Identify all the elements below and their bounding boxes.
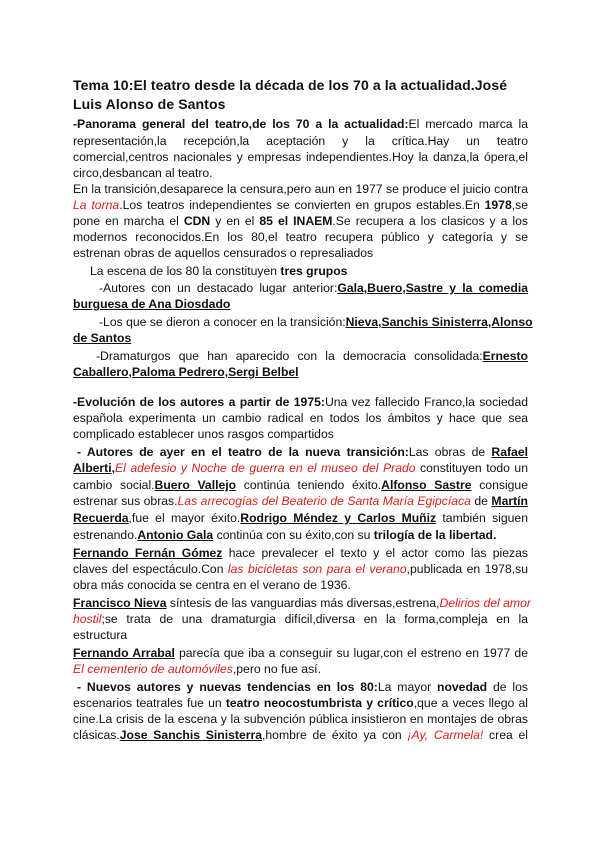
paragraph-line: pone en marcha el CDN y en el 85 el INAEM.Se recupera a los clasicos y a los — [73, 214, 529, 228]
paragraph-line: hostil;se trata de una dramaturgia difícil,diversa en la forma,compleja en la — [73, 612, 528, 626]
paragraph-line: estructura — [73, 628, 128, 642]
list-item: -Autores con un destacado lugar anterior:Gala,Buero,Sastre y la comedia — [99, 281, 529, 295]
author-names: Ernesto — [482, 349, 528, 363]
paragraph-line: Francisco Nieva síntesis de las vanguardias más diversas,estrena,Delirios del amor — [73, 596, 531, 610]
paragraph-line: comercial,centros nacionales y empresas independientes.Hoy la danza,la ópera,el — [73, 150, 528, 164]
subsection-heading: - Autores de ayer en el teatro de la nueva transición: — [77, 445, 409, 459]
author-names: Caballero,Paloma Pedrero,Sergi Belbel — [73, 365, 299, 379]
paragraph-line: cambio social.Buero Vallejo continúa teniendo éxito.Alfonso Sastre consigue — [73, 478, 528, 492]
paragraph-line: complicado establecer unos rasgos compartidos — [73, 427, 334, 441]
paragraph-line: En la transición,desaparece la censura,pero aun en 1977 se produce el juicio contra — [73, 182, 528, 196]
author-names: burguesa de Ana Diosdado — [73, 297, 231, 311]
paragraph-line: modernos reconocidos.En los 80,el teatro recupera público y categoría y se — [73, 230, 528, 244]
paragraph-line: La torna.Los teatros independientes se convierten en grupos estables.En 1978,se — [73, 198, 528, 212]
author-names: Gala,Buero,Sastre y la comedia — [337, 281, 529, 295]
work-title: Delirios del amor — [439, 596, 531, 610]
paragraph-line: estrenan obras de aquellos censurados o represaliados — [73, 246, 374, 260]
paragraph-line: representación,la recepción,la aceptación y la crítica.Hay un teatro — [73, 134, 528, 148]
paragraph-line: - Nuevos autores y nuevas tendencias en los 80:La mayor novedad de los — [77, 680, 528, 694]
paragraph-line: clásicas.Jose Sanchis Sinisterra,hombre de éxito ya con ¡Ay, Carmela! crea el — [73, 728, 529, 742]
author-names: Nieva,Sanchis Sinisterra,Alonso — [345, 315, 533, 329]
work-title: El cementerio de automóviles — [73, 662, 233, 676]
work-title: Las arrecogías del Beaterio de Santa María Egipcíaca — [177, 494, 471, 508]
paragraph-line: cine.La crisis de la escena y la subvención pública insistieron en montajes de obras — [73, 712, 528, 726]
paragraph-line: El cementerio de automóviles,pero no fue así. — [73, 662, 321, 676]
work-title: hostil — [73, 612, 102, 626]
paragraph-line: La escena de los 80 la constituyen tres grupos — [90, 264, 348, 278]
work-title: El adefesio y Noche de guerra en el museo del Prado — [114, 461, 416, 475]
subsection-heading: - Nuevos autores y nuevas tendencias en los 80: — [77, 680, 378, 694]
work-title: ¡Ay, Carmela! — [407, 728, 484, 742]
paragraph-line: -Evolución de los autores a partir de 1975:Una vez fallecido Franco,la sociedad — [73, 395, 528, 409]
paragraph-line: claves del espectáculo.Con las bicicletas son para el verano,publicada en 1978,su — [73, 562, 528, 576]
paragraph-line: Recuerda,fue el mayor éxito.Rodrigo Méndez y Carlos Muñiz también siguen — [73, 511, 528, 525]
paragraph-line: - Autores de ayer en el teatro de la nueva transición:Las obras de Rafael — [77, 445, 528, 459]
section-heading: -Evolución de los autores a partir de 1975: — [73, 395, 325, 409]
paragraph-line: circo,desbancan al teatro. — [73, 166, 213, 180]
title-line-1: Tema 10:El teatro desde la década de los 70 a la actualidad.José — [73, 77, 508, 93]
list-item: -Dramaturgos que han aparecido con la democracia consolidada:Ernesto — [96, 349, 528, 363]
section-heading: -Panorama general del teatro,de los 70 a la actualidad: — [73, 117, 409, 131]
author-names: de Santos — [73, 331, 132, 345]
paragraph-line: obra más conocida se centra en el verano de 1936. — [73, 578, 351, 592]
paragraph-line: española experimenta un cambio radical en todos los ámbitos y hace que sea — [73, 411, 528, 425]
paragraph-line: Alberti,El adefesio y Noche de guerra en el museo del Prado constituyen todo un — [73, 461, 528, 475]
paragraph-line: Fernando Arrabal parecía que iba a conseguir su lugar,con el estreno en 1977 de — [73, 646, 528, 660]
paragraph-line: estrenando.Antonio Gala continúa con su éxito,con su trilogía de la libertad. — [73, 528, 497, 542]
work-title: las bicicletas son para el verano — [227, 562, 407, 576]
paragraph-line: -Panorama general del teatro,de los 70 a la actualidad:El mercado marca la — [73, 117, 529, 131]
paragraph-line: Fernando Fernán Gómez hace prevalecer el texto y el actor como las piezas — [73, 546, 528, 560]
paragraph-line: estrenar sus obras.Las arrecogías del Beaterio de Santa María Egipcíaca de Martín — [73, 494, 528, 508]
title-line-2: Luis Alonso de Santos — [73, 96, 226, 112]
work-title: La torna — [73, 198, 120, 212]
list-item: -Los que se dieron a conocer en la transición:Nieva,Sanchis Sinisterra,Alonso — [99, 315, 533, 329]
paragraph-line: escenarios teatrales fue un teatro neocostumbrista y crítico,que a veces llego al — [73, 696, 528, 710]
